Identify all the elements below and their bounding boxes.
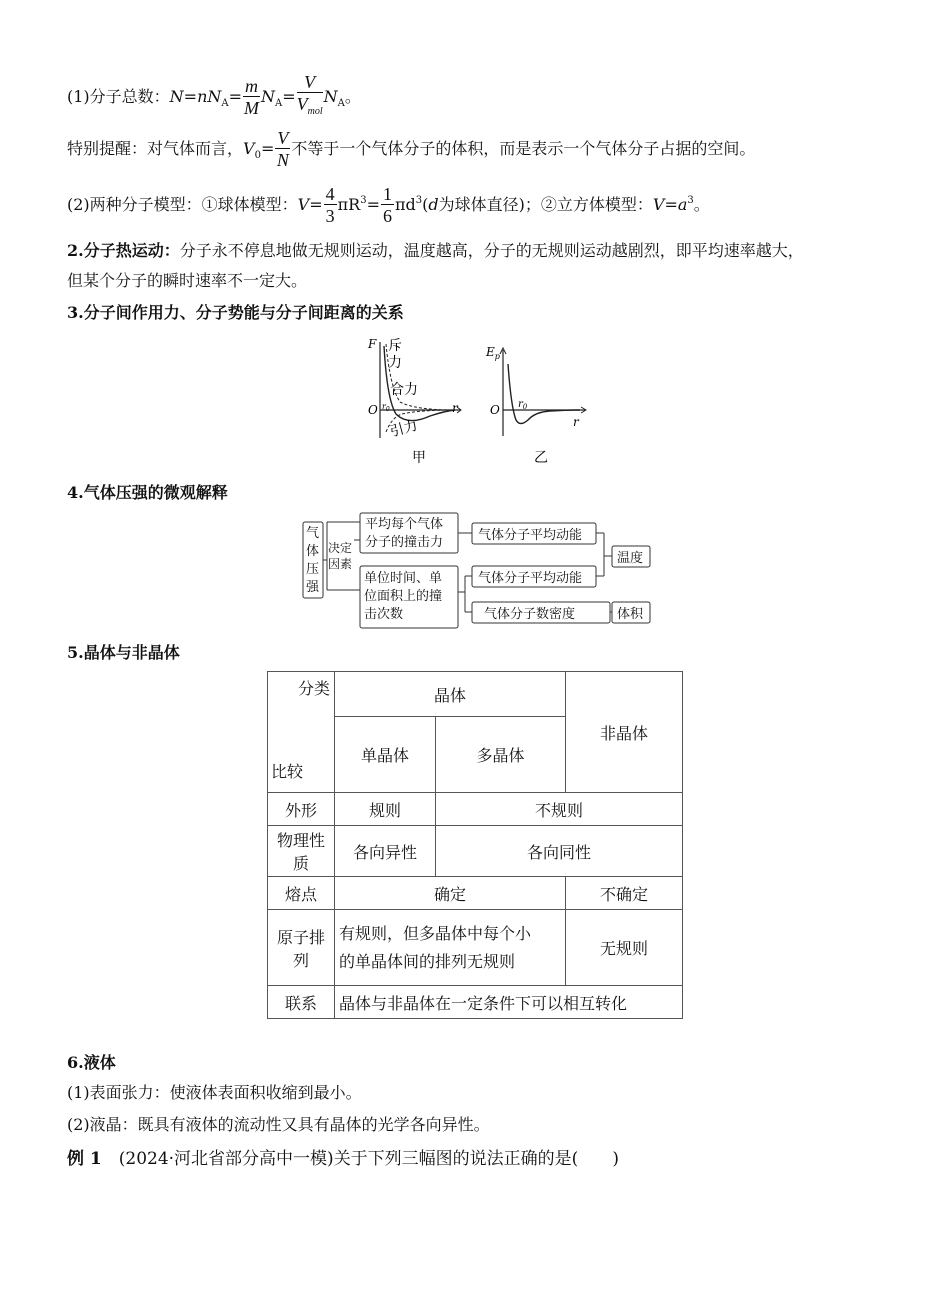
cause-impact-force-1: 平均每个气体 [365, 517, 444, 532]
cause-collision-count-2: 位面积上的撞 [364, 589, 443, 604]
section-liquid-heading: 6.液体 [67, 1053, 116, 1072]
cause-collision-count-3: 击次数 [364, 607, 404, 622]
axis-label-Ep: $E_p$ [486, 345, 500, 361]
label-repulsion-2: 力 [388, 355, 402, 371]
axis-label-r-yi: r [573, 415, 579, 429]
header-single-crystal: 单晶体 [335, 717, 436, 793]
table-row: 联系 晶体与非晶体在一定条件下可以相互转化 [268, 986, 683, 1019]
header-compare: 比较 [271, 762, 304, 781]
crystal-comparison-table [267, 671, 683, 1019]
volume-box: 体积 [617, 607, 644, 622]
root-char-2: 体 [306, 544, 320, 559]
label-r0-yi: $r_0$ [518, 399, 528, 411]
root-char-3: 压 [306, 562, 320, 577]
table-row: 外形 规则 不规则 [268, 793, 683, 826]
fraction-m-over-M: $\frac{m}{M}$ [244, 76, 260, 118]
table-row: 原子排列 有规则，但多晶体中每个小 的单晶体间的排列无规则 无规则 [268, 910, 683, 986]
header-polycrystal: 多晶体 [436, 717, 566, 793]
root-char-4: 强 [306, 580, 320, 595]
header-crystal: 晶体 [335, 672, 566, 717]
origin-O-yi: O [490, 403, 500, 417]
special-reminder: 特别提醒：对气体而言，$V_0=$ $\frac{V}{N}$ 不等于一个气体分子的体积，而是表示一个气体分子占据的空间。 [67, 128, 756, 170]
fraction-V-over-Vmol: $\frac{V}{V_{mol}}$ [296, 72, 323, 117]
table-row: 物理性质 各向异性 各向同性 [268, 826, 683, 877]
origin-O-jia: O [368, 403, 378, 417]
number-density-box: 气体分子数密度 [484, 607, 576, 622]
pressure-flowchart [300, 510, 654, 632]
example-1: 例 1 (2024·河北省部分高中一模)关于下列三幅图的说法正确的是( ) [67, 1149, 619, 1169]
temperature-box: 温度 [617, 551, 644, 566]
caption-jia: 甲 [412, 450, 426, 466]
root-char-1: 气 [306, 526, 320, 541]
fraction-4-over-3: $\frac{4}{3}$ [325, 184, 335, 226]
factor-label-1: 决定 [328, 541, 353, 555]
section-crystal-heading: 5.晶体与非晶体 [67, 643, 180, 662]
header-diagonal-cell [268, 672, 335, 793]
kinetic-energy-box-1: 气体分子平均动能 [478, 528, 583, 543]
section-pressure-heading: 4.气体压强的微观解释 [67, 483, 228, 502]
label-attraction: 引力 [388, 417, 420, 441]
section-thermal-motion-cont: 但某个分子的瞬时速率不一定大。 [67, 271, 308, 290]
surface-tension-line: (1)表面张力：使液体表面积收缩到最小。 [67, 1083, 362, 1102]
axis-label-F: F [368, 337, 377, 351]
liquid-crystal-line: (2)液晶：既具有液体的流动性又具有晶体的光学各向异性。 [67, 1115, 490, 1134]
label-r0-jia: $r_0$ [382, 402, 390, 413]
label-repulsion-1: 斥 [388, 338, 402, 354]
fraction-1-over-6: $\frac{1}{6}$ [382, 184, 392, 226]
label-net-force: 合力 [390, 382, 418, 398]
table-row: 熔点 确定 不确定 [268, 877, 683, 910]
header-amorphous: 非晶体 [566, 672, 683, 793]
molecule-models: (2)两种分子模型：①球体模型：V= $\frac{4}{3}$ $\pi R^3=$ $\frac{1}{6}$ $\pi d^3(d$为球体直径)；②立方体模型：$V=a^3$。 [67, 184, 710, 226]
caption-yi: 乙 [534, 450, 548, 466]
cause-collision-count-1: 单位时间、单 [364, 571, 443, 586]
cause-impact-force-2: 分子的撞击力 [365, 535, 444, 550]
factor-label-2: 因素 [328, 557, 353, 571]
section-thermal-motion: 2.分子热运动：分子永不停息地做无规则运动，温度越高，分子的无规则运动越剧烈，即平均速率越大， [67, 241, 804, 260]
formula-molecule-count: (1)分子总数：$N=nN_A=$ $\frac{m}{M}$ $N_A=$ $\frac{V}{V_{mol}}$ $N_A$。 [67, 72, 361, 123]
axis-label-r-jia: r [452, 401, 458, 415]
kinetic-energy-box-2: 气体分子平均动能 [478, 571, 583, 586]
force-energy-figures [360, 332, 600, 468]
header-category: 分类 [297, 679, 330, 698]
fraction-V-over-N: $\frac{V}{N}$ [276, 128, 289, 170]
section-force-energy-heading: 3.分子间作用力、分子势能与分子间距离的关系 [67, 303, 404, 322]
